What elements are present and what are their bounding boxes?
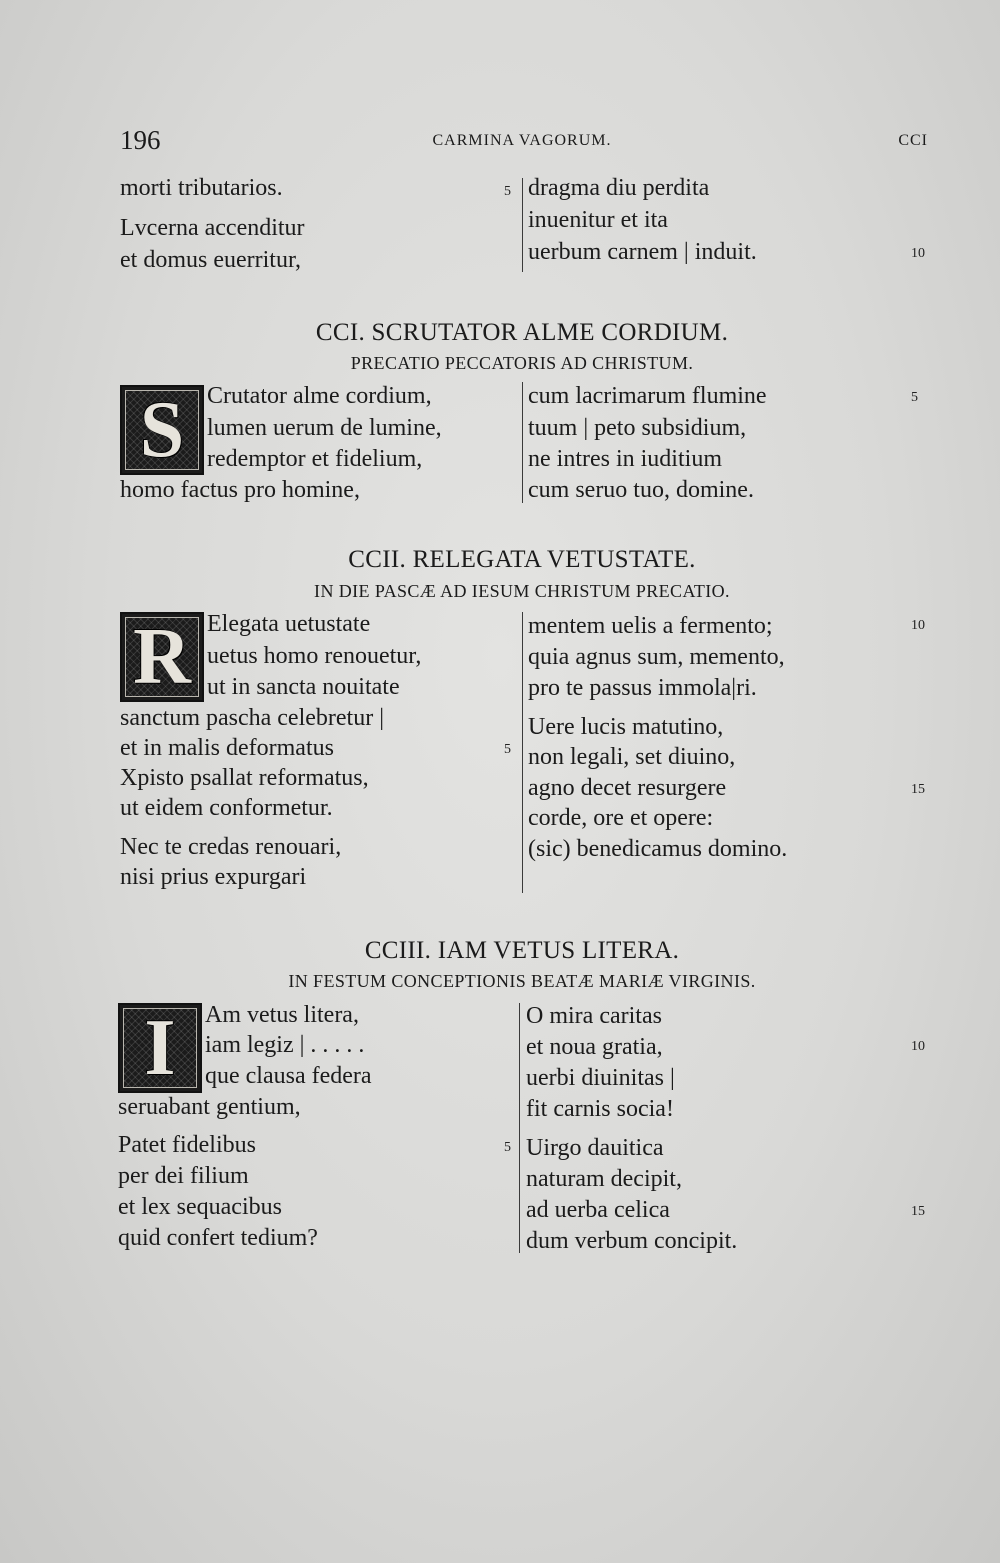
drop-cap-letter: I [144,1004,176,1092]
column-divider [519,1003,520,1253]
verse-line: Crutator alme cordium, [207,383,432,409]
verse-line: ad uerba celica [526,1197,670,1223]
verse-line: quid confert tedium? [118,1225,318,1251]
verse-line: lumen uerum de lumine, [207,415,442,441]
verse-line: Am vetus litera, [205,1002,359,1028]
verse-line: inuenitur et ita [528,207,668,233]
verse-line: uerbi diuinitas | [526,1065,675,1091]
line-number: 5 [504,184,511,199]
line-number: 10 [911,1039,925,1054]
poem-title: CCII. RELEGATA VETUSTATE. [348,546,696,573]
verse-line: nisi prius expurgari [120,864,307,890]
verse-line: ut in sancta nouitate [207,674,400,700]
verse-line: Xpisto psallat reformatus, [120,765,369,791]
drop-cap-letter: R [133,613,191,701]
verse-line: pro te passus immola|ri. [528,675,757,701]
verse-line: Lvcerna accenditur [120,215,305,241]
running-title: CARMINA VAGORUM. [432,132,612,149]
verse-line: naturam decipit, [526,1166,682,1192]
line-number: 5 [911,390,918,405]
verse-line: cum seruo tuo, domine. [528,477,754,503]
poem-subtitle: PRECATIO PECCATORIS AD CHRISTUM. [350,353,694,373]
verse-line: ne intres in iuditium [528,446,722,472]
drop-cap-letter: S [139,386,185,474]
drop-cap-initial [120,612,204,702]
verse-line: uetus homo renouetur, [207,643,422,669]
verse-line: redemptor et fidelium, [207,446,423,472]
line-number: 5 [504,742,511,757]
poem-subtitle: IN DIE PASCÆ AD IESUM CHRISTUM PRECATIO. [314,581,730,601]
page-number: 196 [120,125,161,155]
verse-line: Uere lucis matutino, [528,714,724,740]
verse-line: Elegata uetustate [207,611,371,637]
verse-line: agno decet resurgere [528,775,727,801]
line-number: 10 [911,618,925,633]
verse-line: morti tributarios. [120,175,283,201]
verse-line: homo factus pro homine, [120,477,360,503]
verse-line: corde, ore et opere: [528,805,714,831]
line-number: 15 [911,782,925,797]
poem-title: CCIII. IAM VETUS LITERA. [364,937,680,964]
verse-line: tuum | peto subsidium, [528,415,747,441]
verse-line: dum verbum concipit. [526,1228,738,1254]
line-number: 15 [911,1204,925,1219]
verse-line: non legali, set diuino, [528,744,736,770]
verse-line: sanctum pascha celebretur | [120,705,385,731]
line-number: 10 [911,246,925,261]
verse-line: iam legiz | . . . . . [205,1032,365,1058]
verse-line: dragma diu perdita [528,175,710,201]
verse-line: O mira caritas [526,1003,662,1029]
drop-cap-initial [120,385,204,475]
verse-line: mentem uelis a fermento; [528,613,773,639]
verse-line: per dei filium [118,1163,249,1189]
verse-line: cum lacrimarum flumine [528,383,767,409]
verse-line: et in malis deformatus [120,735,334,761]
verse-line: et lex sequacibus [118,1194,282,1220]
column-divider [522,178,523,272]
poem-subtitle: IN FESTUM CONCEPTIONIS BEATÆ MARIÆ VIRGINIS. [288,971,756,991]
verse-line: (sic) benedicamus domino. [528,836,788,862]
verse-line: ut eidem conformetur. [120,795,333,821]
verse-line: quia agnus sum, memento, [528,644,785,670]
verse-line: Patet fidelibus [118,1132,256,1158]
verse-line: que clausa federa [205,1063,372,1089]
verse-line: uerbum carnem | induit. [528,239,757,265]
drop-cap-initial [118,1003,202,1093]
verse-line: seruabant gentium, [118,1094,301,1120]
verse-line: et domus euerritur, [120,247,301,273]
verse-line: et noua gratia, [526,1034,663,1060]
verse-line: fit carnis socia! [526,1096,674,1122]
line-number: 5 [504,1140,511,1155]
column-divider [522,382,523,503]
poem-title: CCI. SCRUTATOR ALME CORDIUM. [315,319,729,346]
column-divider [522,612,523,893]
section-ref: CCI [898,132,928,149]
verse-line: Uirgo dauitica [526,1135,664,1161]
verse-line: Nec te credas renouari, [120,834,342,860]
